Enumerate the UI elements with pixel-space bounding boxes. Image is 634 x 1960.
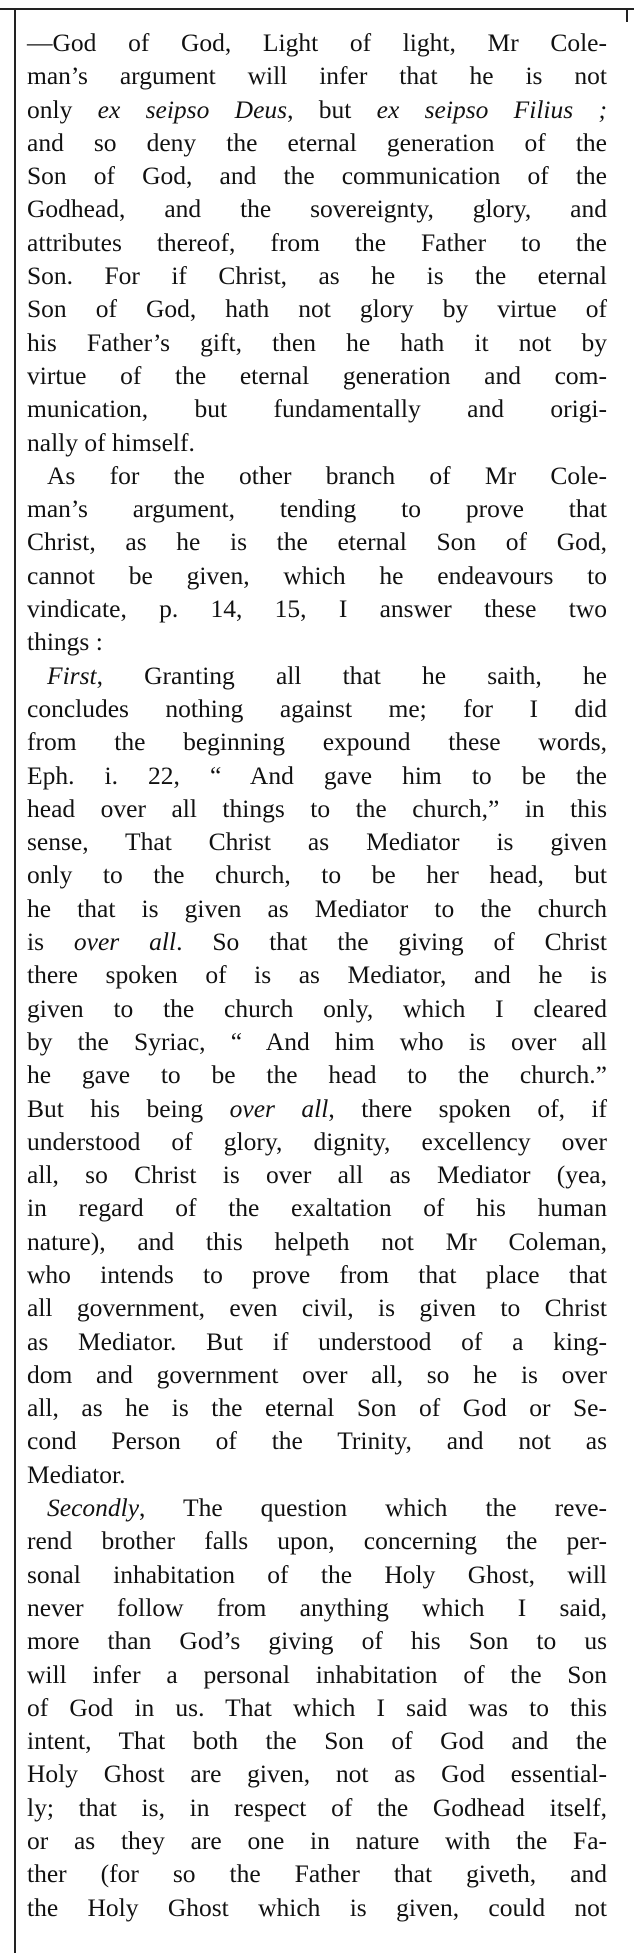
text-line: Son of God, hath not glory by virtue of [27,294,607,324]
text-line: Mediator. [27,1459,126,1489]
italic-phrase: First [47,660,97,690]
text-line: all, as he is the eternal Son of God or Se- [27,1393,607,1423]
text-line: all government, even civil, is given to Christ [27,1293,607,1323]
text-line: ly; that is, in respect of the Godhead itself, [27,1792,607,1822]
column-rule [14,8,16,1953]
text-line: more than God’s giving of his Son to us [27,1626,607,1656]
text-line: the Holy Ghost which is given, could not [27,1892,607,1922]
text-segment: , The question which the reve- [139,1493,607,1523]
text-line: —God of God, Light of light, Mr Cole- [27,28,607,57]
text-line [27,1092,607,1125]
text-line: will infer a personal inhabitation of the Son [27,1659,607,1689]
text-line: as Mediator. But if understood of a king- [27,1326,607,1356]
text-line: dom and government over all, so he is over [27,1359,607,1389]
text-line: man’s argument will infer that he is not [27,61,607,91]
corner-rule [626,8,628,22]
text-segment: , Granting all that he saith, he [96,660,607,690]
text-line: who intends to prove from that place that [27,1259,607,1289]
text-segment: But his being [27,1093,230,1123]
text-line: Godhead, and the sovereignty, glory, and [27,194,607,224]
text-segment: is [27,927,74,957]
text-line: Holy Ghost are given, not as God essential- [27,1759,607,1789]
text-line: sense, That Christ as Mediator is given [27,827,607,857]
text-line: Son. For if Christ, as he is the eternal [27,261,607,291]
text-line: As for the other branch of Mr Cole- [47,460,607,490]
text-line: and so deny the eternal generation of the [27,127,607,157]
text-line: rend brother falls upon, concerning the per- [27,1526,607,1556]
text-line: nally of himself. [27,427,195,457]
text-line: man’s argument, tending to prove that [27,494,607,524]
text-line: or as they are one in nature with the Fa- [27,1826,607,1856]
text-line [27,925,607,958]
text-segment: only [27,94,98,124]
text-line: all, so Christ is over all as Mediator (yea, [27,1160,607,1190]
text-line: in regard of the exaltation of his human [27,1193,607,1223]
italic-phrase: ex seipso Deus [97,94,288,124]
text-segment: , there spoken of, if [328,1093,607,1123]
text-line: nature), and this helpeth not Mr Coleman, [27,1226,607,1256]
text-line: Son of God, and the communication of the [27,161,607,191]
text-line: concludes nothing against me; for I did [27,693,607,723]
text-segment: . So that the giving of Christ [176,927,608,957]
text-line: Eph. i. 22, “ And gave him to be the [27,760,607,790]
text-line: only to the church, to be her head, but [27,860,607,890]
top-rule [0,8,634,10]
text-line: cannot be given, which he endeavours to [27,560,607,590]
text-line: from the beginning expound these words, [27,727,607,757]
text-line: things : [27,627,103,657]
italic-phrase: over all [229,1093,329,1123]
text-line: virtue of the eternal generation and com- [27,360,607,390]
italic-phrase: ex seipso Filius ; [376,94,607,124]
text-line [27,1491,607,1524]
text-line [27,659,607,692]
text-line: understood of glory, dignity, excellency over [27,1126,607,1156]
text-line: vindicate, p. 14, 15, I answer these two [27,594,607,624]
text-line: head over all things to the church,” in this [27,793,607,823]
text-line: attributes thereof, from the Father to the [27,227,607,257]
text-line: munication, but fundamentally and origi- [27,394,607,424]
text-line: there spoken of is as Mediator, and he is [27,960,607,990]
text-segment: , but [287,94,377,124]
text-line: by the Syriac, “ And him who is over all [27,1026,607,1056]
text-line: intent, That both the Son of God and the [27,1726,607,1756]
body-text [27,26,607,1924]
text-line [27,93,607,126]
text-line: Christ, as he is the eternal Son of God, [27,527,607,557]
italic-phrase: over all [73,927,177,957]
text-line: cond Person of the Trinity, and not as [27,1426,607,1456]
text-line: his Father’s gift, then he hath it not by [27,327,607,357]
text-line: he gave to be the head to the church.” [27,1060,607,1090]
text-line: he that is given as Mediator to the church [27,893,607,923]
text-line: of God in us. That which I said was to this [27,1692,607,1722]
text-line: sonal inhabitation of the Holy Ghost, will [27,1559,607,1589]
text-line: never follow from anything which I said, [27,1592,607,1622]
italic-phrase: Secondly [47,1493,140,1523]
text-line: given to the church only, which I cleared [27,993,607,1023]
text-line: ther (for so the Father that giveth, and [27,1859,607,1889]
